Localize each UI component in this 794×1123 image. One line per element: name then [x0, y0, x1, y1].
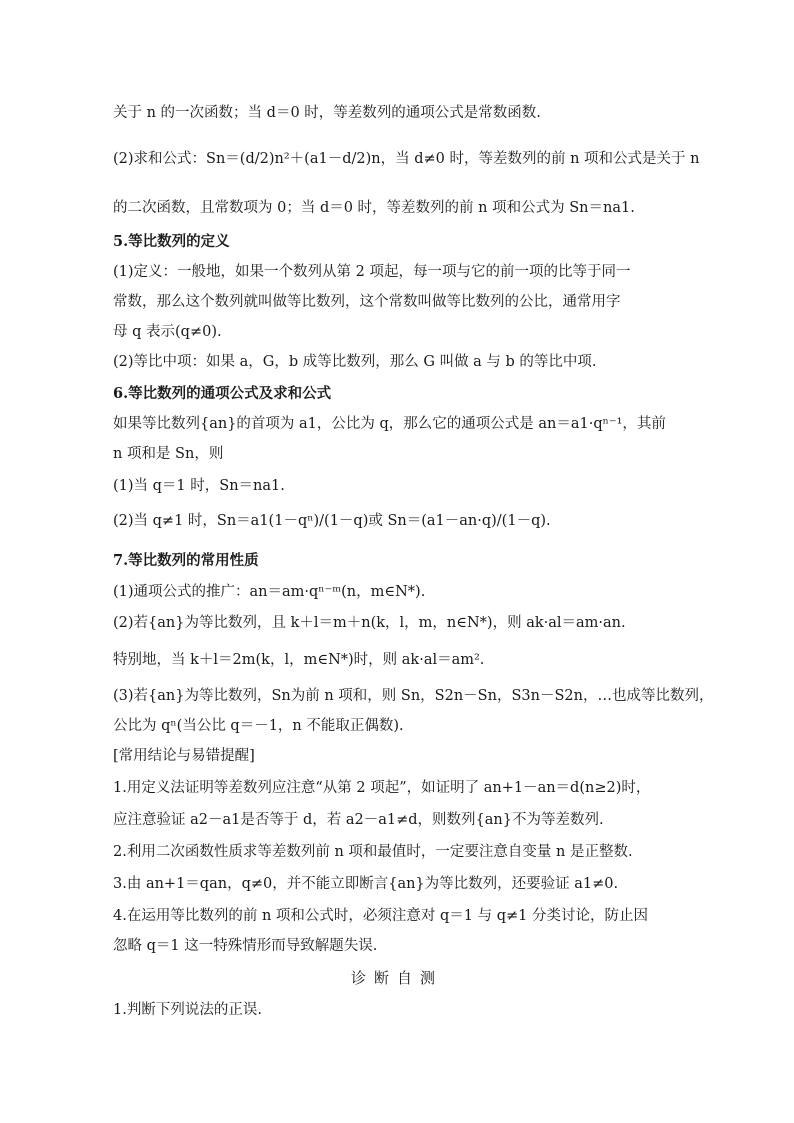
text-line: (2)当 q≠1 时，Sn＝a1(1－qⁿ)/(1－q)或 Sn＝(a1－an·q)/(1－q). [113, 513, 551, 529]
text-line: 1.判断下列说法的正误. [113, 1002, 262, 1018]
text-line: 4.在运用等比数列的前 n 项和公式时，必须注意对 q＝1 与 q≠1 分类讨论，防止因 [113, 908, 648, 924]
text-line: 5.等比数列的定义 [113, 233, 230, 250]
text-line: 1.用定义法证明等差数列应注意“从第 2 项起”，如证明了 an+1－an＝d(n≥2)时， [113, 780, 651, 796]
text-line: (1)定义：一般地，如果一个数列从第 2 项起，每一项与它的前一项的比等于同一 [113, 264, 631, 280]
text-line: (2)若{an}为等比数列，且 k＋l＝m＋n(k，l，m，n∈N*)，则 ak·al＝am·an. [113, 615, 626, 631]
text-line: 忽略 q＝1 这一特殊情形而导致解题失误. [113, 938, 378, 954]
text-line: (3)若{an}为等比数列，Sn为前 n 项和，则 Sn，S2n－Sn，S3n－S2n，…也成等比数列， [113, 688, 714, 704]
text-line: 特别地，当 k＋l＝2m(k，l，m∈N*)时，则 ak·al＝am². [113, 652, 485, 668]
text-line: 公比为 qⁿ(当公比 q＝－1，n 不能取正偶数). [113, 718, 404, 734]
text-line: 常数，那么这个数列就叫做等比数列，这个常数叫做等比数列的公比，通常用字 [113, 294, 621, 310]
text-line: (2)求和公式：Sn＝(d/2)n²＋(a1－d/2)n，当 d≠0 时，等差数列的前 n 项和公式是关于 n [113, 151, 700, 167]
text-line: n 项和是 Sn，则 [113, 446, 224, 462]
text-line: (1)当 q＝1 时，Sn＝na1. [113, 478, 285, 494]
text-line: [常用结论与易错提醒] [113, 748, 255, 764]
text-line: 2.利用二次函数性质求等差数列前 n 项和最值时，一定要注意自变量 n 是正整数. [113, 844, 633, 860]
text-line: 应注意验证 a2－a1是否等于 d，若 a2－a1≠d，则数列{an}不为等差数列. [113, 812, 604, 828]
section-title-diagnosis: 诊断自测 [350, 969, 443, 987]
text-line: 7.等比数列的常用性质 [113, 552, 259, 569]
text-line: 母 q 表示(q≠0). [113, 324, 222, 340]
text-line: 3.由 an+1＝qan，q≠0，并不能立即断言{an}为等比数列，还要验证 a1≠0. [113, 876, 619, 892]
text-line: (2)等比中项：如果 a，G，b 成等比数列，那么 G 叫做 a 与 b 的等比中项. [113, 354, 597, 370]
text-line: 6.等比数列的通项公式及求和公式 [113, 385, 332, 402]
text-line: 的二次函数，且常数项为 0；当 d＝0 时，等差数列的前 n 项和公式为 Sn＝na1. [113, 200, 635, 216]
text-line: 如果等比数列{an}的首项为 a1，公比为 q，那么它的通项公式是 an＝a1·qⁿ⁻¹，其前 [113, 416, 666, 432]
text-line: (1)通项公式的推广：an＝am·qⁿ⁻ᵐ(n，m∈N*). [113, 584, 426, 600]
text-line: 关于 n 的一次函数；当 d＝0 时，等差数列的通项公式是常数函数. [113, 105, 541, 121]
